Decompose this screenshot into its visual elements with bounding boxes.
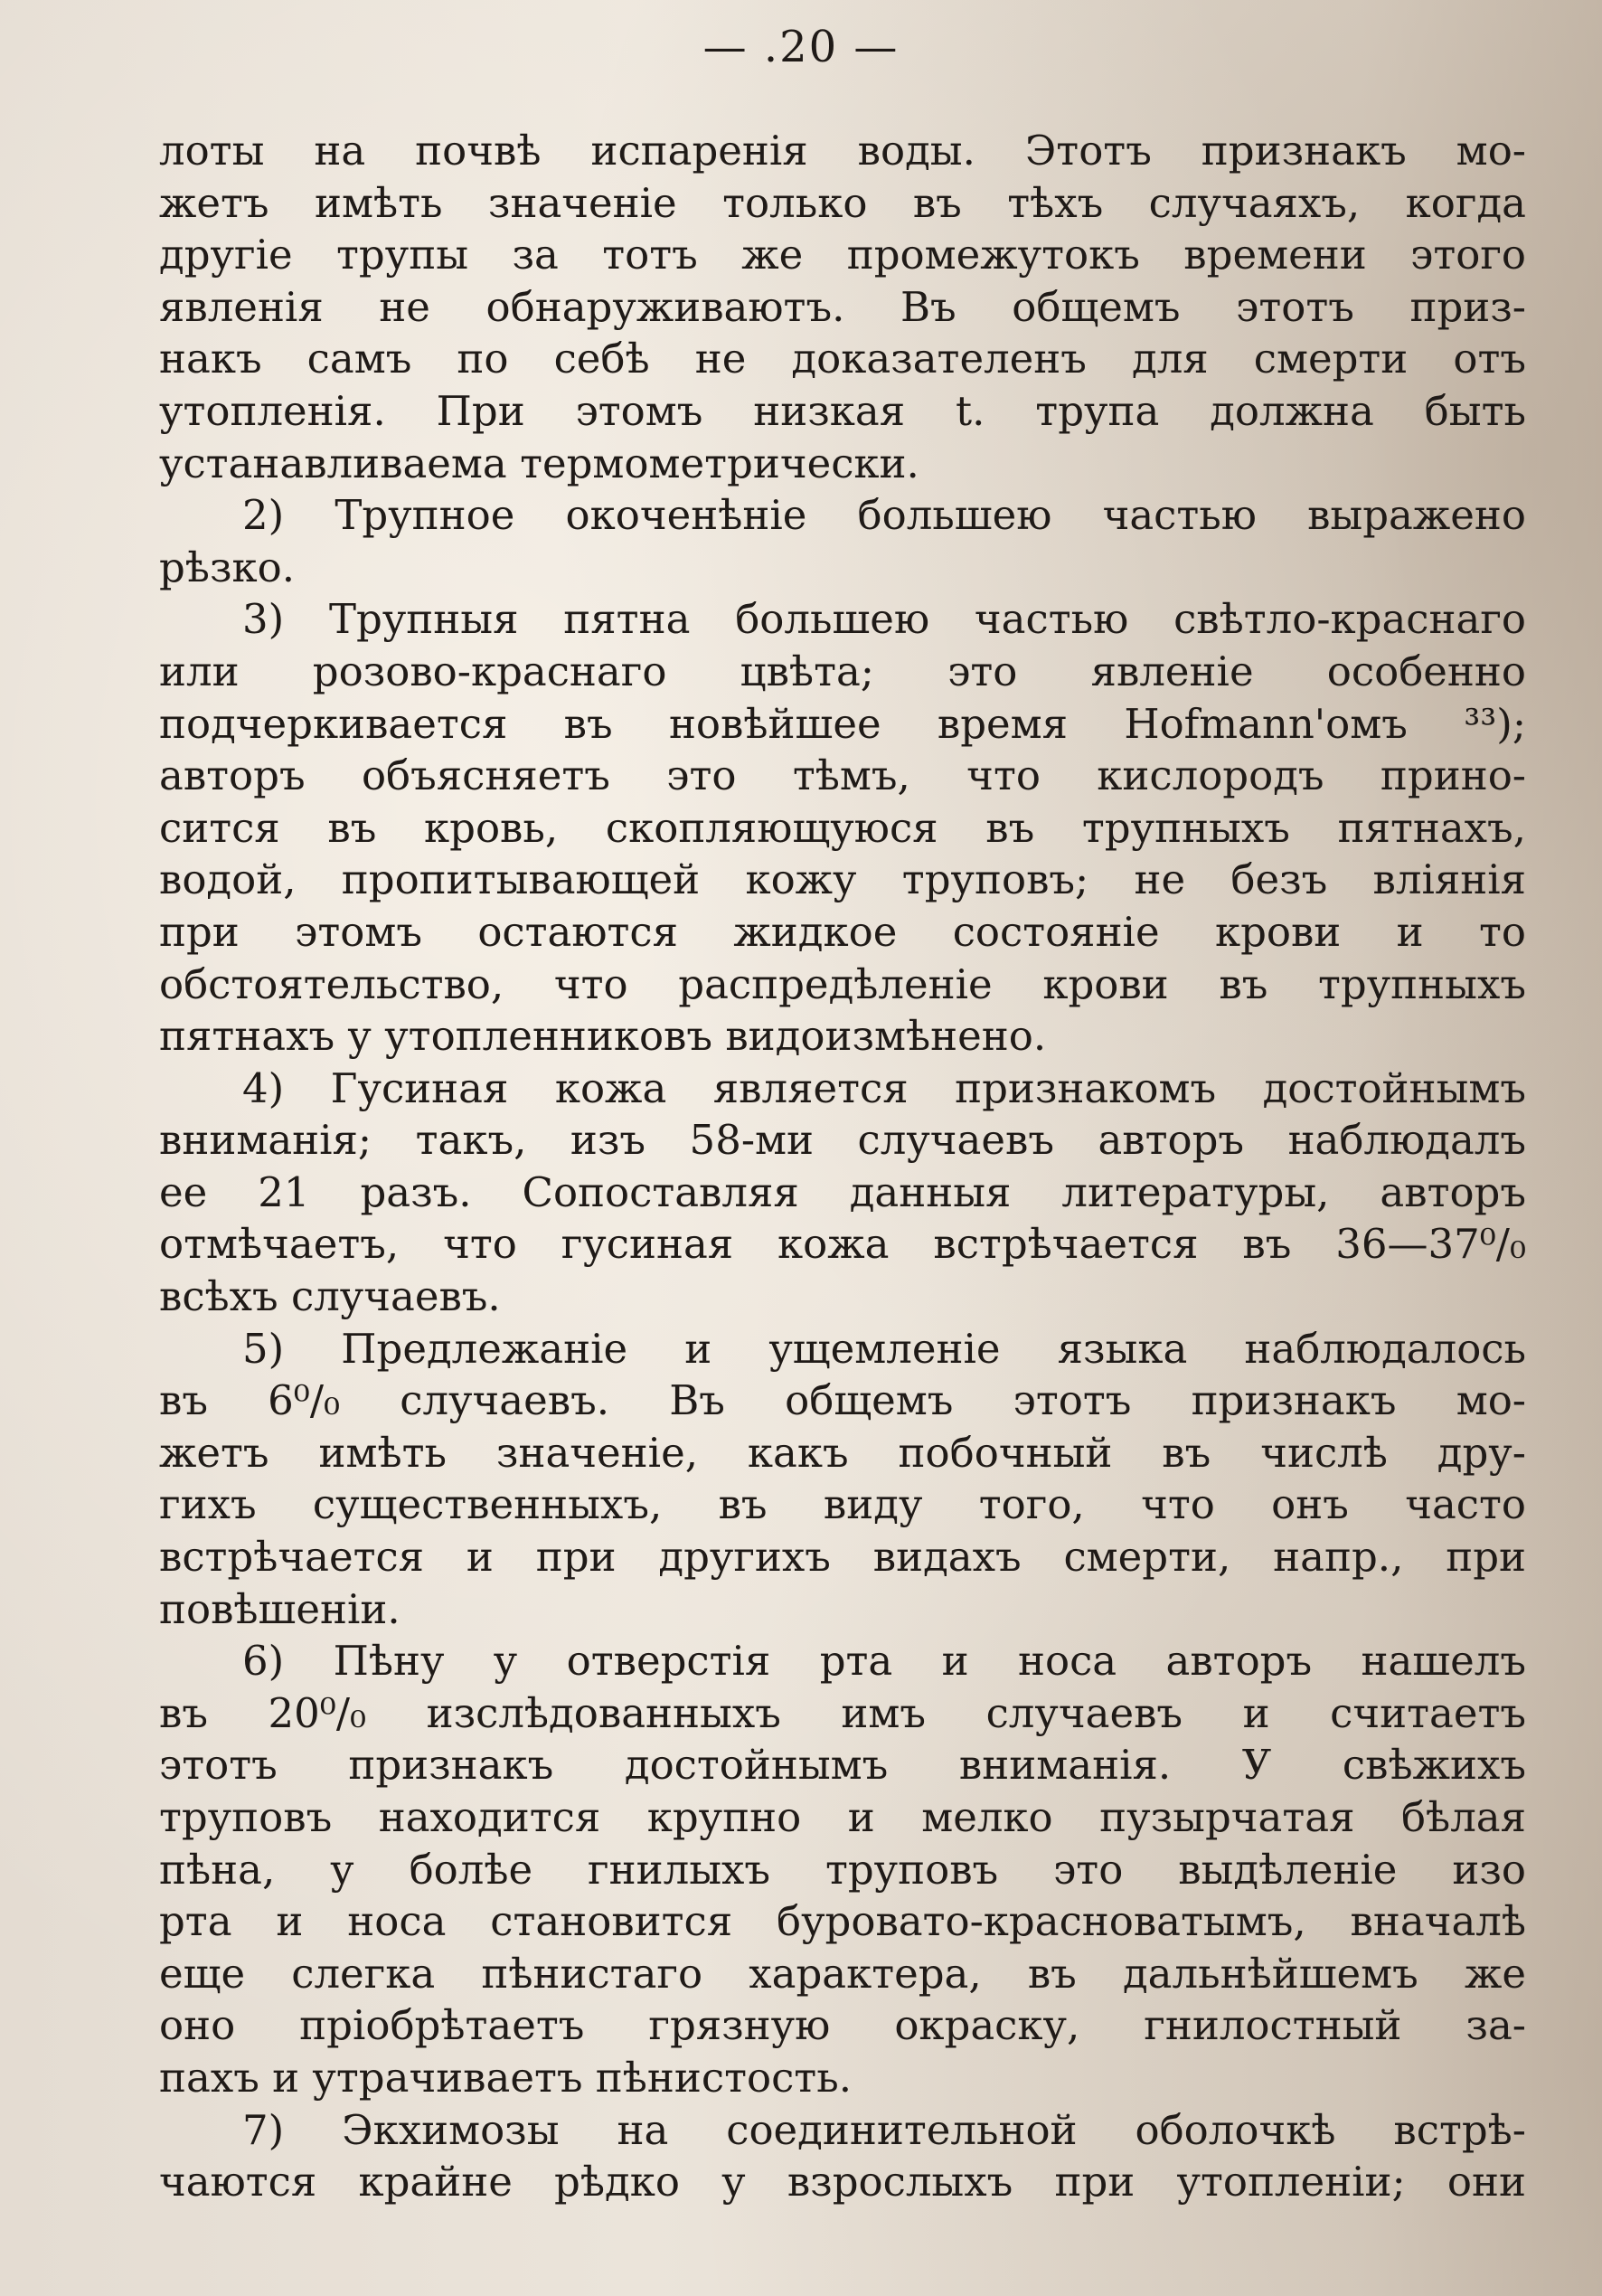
page-number: — .20 —: [702, 22, 900, 72]
text-line: въ 6⁰/₀ случаевъ. Въ общемъ этотъ признакъ мо-: [159, 1376, 1526, 1425]
text-line: при этомъ остаются жидкое состояніе крови и то: [159, 907, 1526, 956]
text-line: еще слегка пѣнистаго характера, въ дальнѣйшемъ же: [159, 1949, 1526, 1998]
text-line: 4) Гусиная кожа является признакомъ достойнымъ: [242, 1063, 1526, 1112]
text-line: лоты на почвѣ испаренія воды. Этотъ признакъ мо-: [159, 127, 1526, 175]
text-line: обстоятельство, что распредѣленіе крови въ трупныхъ: [159, 959, 1526, 1008]
text-line: въ 20⁰/₀ изслѣдованныхъ имъ случаевъ и считаетъ: [159, 1688, 1526, 1737]
text-line: вниманія; такъ, изъ 58-ми случаевъ авторъ наблюдалъ: [159, 1116, 1526, 1165]
text-line: авторъ объясняетъ это тѣмъ, что кислородъ прино-: [159, 751, 1526, 800]
text-line: оно пріобрѣтаетъ грязную окраску, гнилостный за-: [159, 2001, 1526, 2050]
text-line: жетъ имѣть значеніе, какъ побочный въ числѣ дру-: [159, 1428, 1526, 1477]
text-line: подчеркивается въ новѣйшее время Hofmann'омъ ³³);: [159, 699, 1526, 748]
text-line: отмѣчаетъ, что гусиная кожа встрѣчается въ 36—37⁰/₀: [159, 1220, 1526, 1269]
text-line: пѣна, у болѣе гнилыхъ труповъ это выдѣленіе изо: [159, 1845, 1526, 1894]
text-line: чаются крайне рѣдко у взрослыхъ при утопленіи; они: [159, 2158, 1526, 2206]
text-line: гихъ существенныхъ, въ виду того, что онъ часто: [159, 1480, 1526, 1529]
text-line: накъ самъ по себѣ не доказателенъ для смерти отъ: [159, 335, 1526, 383]
text-line: 6) Пѣну у отверстія рта и носа авторъ нашелъ: [242, 1637, 1526, 1686]
text-line: пахъ и утрачиваетъ пѣнистость.: [159, 2053, 853, 2102]
text-line: 7) Экхимозы на соединительной оболочкѣ встрѣ-: [242, 2105, 1526, 2154]
text-line: пятнахъ у утопленниковъ видоизмѣнено.: [159, 1012, 1047, 1061]
text-line: утопленія. При этомъ низкая t. трупа должна быть: [159, 386, 1526, 435]
body-text: [159, 125, 1526, 2208]
text-line: 3) Трупныя пятна большею частью свѣтло-краснаго: [242, 595, 1526, 644]
text-line: этотъ признакъ достойнымъ вниманія. У свѣжихъ: [159, 1741, 1526, 1790]
text-line: всѣхъ случаевъ.: [159, 1272, 501, 1321]
text-line: ее 21 разъ. Сопоставляя данныя литературы, авторъ: [159, 1167, 1526, 1216]
text-line: встрѣчается и при другихъ видахъ смерти, напр., при: [159, 1533, 1526, 1582]
text-line: устанавливаема термометрически.: [159, 439, 919, 487]
text-line: водой, пропитывающей кожу труповъ; не безъ вліянія: [159, 855, 1526, 904]
text-line: или розово-краснаго цвѣта; это явленіе особенно: [159, 647, 1526, 695]
text-line: рѣзко.: [159, 543, 296, 591]
text-line: рта и носа становится буровато-красноватымъ, вначалѣ: [159, 1897, 1526, 1946]
text-line: жетъ имѣть значеніе только въ тѣхъ случаяхъ, когда: [159, 178, 1526, 227]
text-line: 2) Трупное окоченѣніе большею частью выражено: [242, 491, 1526, 540]
text-line: сится въ кровь, скопляющуюся въ трупныхъ пятнахъ,: [159, 803, 1526, 852]
text-line: повѣшеніи.: [159, 1584, 400, 1633]
text-line: другіе трупы за тотъ же промежутокъ времени этого: [159, 231, 1526, 279]
text-line: труповъ находится крупно и мелко пузырчатая бѣлая: [159, 1793, 1526, 1841]
text-line: явленія не обнаруживаютъ. Въ общемъ этотъ приз-: [159, 282, 1526, 331]
text-line: 5) Предлежаніе и ущемленіе языка наблюдалось: [242, 1324, 1526, 1373]
